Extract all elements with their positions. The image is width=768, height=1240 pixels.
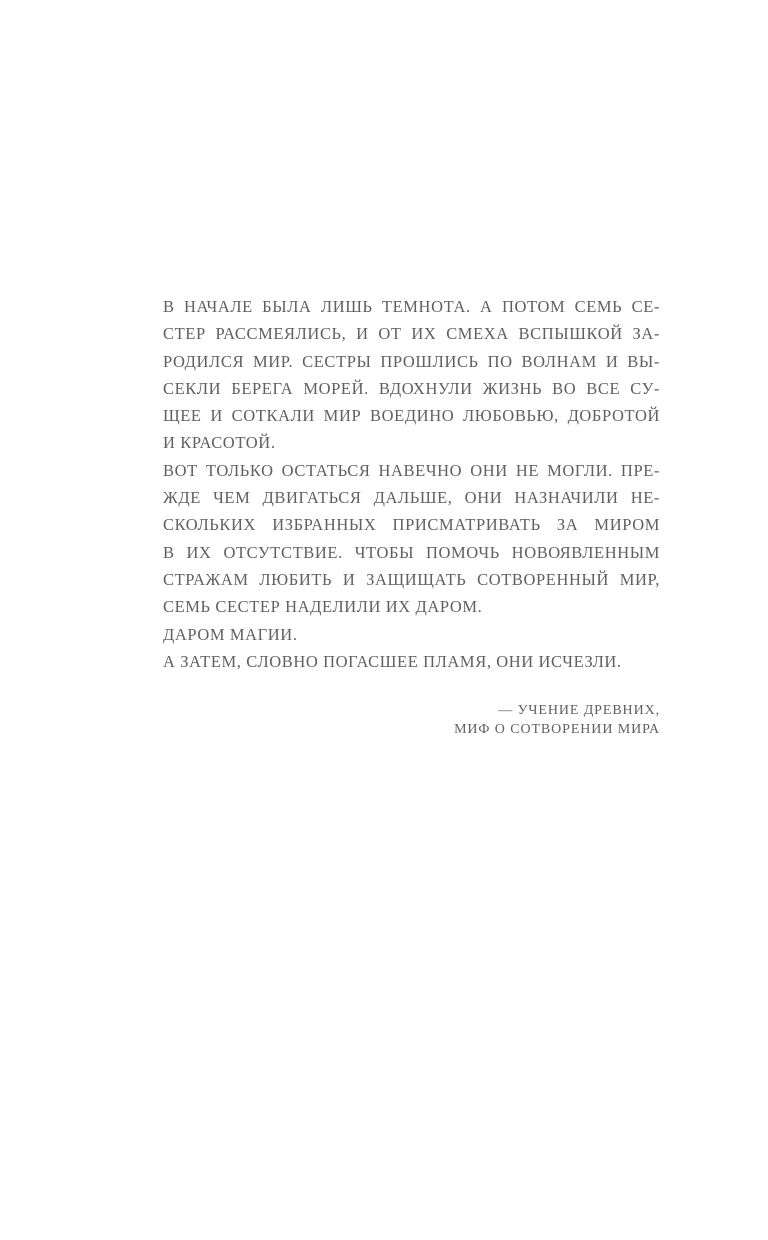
epigraph-paragraph xyxy=(163,293,660,457)
epigraph-line: В ИХ ОТСУТСТВИЕ. ЧТОБЫ ПОМОЧЬ НОВОЯВЛЕННЫМ xyxy=(163,542,660,562)
epigraph-text-block xyxy=(163,293,660,675)
epigraph-line: ВОТ ТОЛЬКО ОСТАТЬСЯ НАВЕЧНО ОНИ НЕ МОГЛИ. ПРЕ- xyxy=(163,460,660,480)
epigraph-line: ЖДЕ ЧЕМ ДВИГАТЬСЯ ДАЛЬШЕ, ОНИ НАЗНАЧИЛИ НЕ- xyxy=(163,488,660,508)
epigraph-paragraph xyxy=(163,457,660,621)
epigraph-line: СКОЛЬКИХ ИЗБРАННЫХ ПРИСМАТРИВАТЬ ЗА МИРОМ xyxy=(163,515,660,535)
epigraph-line: ДАРОМ МАГИИ. xyxy=(163,624,298,644)
epigraph-line: В НАЧАЛЕ БЫЛА ЛИШЬ ТЕМНОТА. А ПОТОМ СЕМЬ СЕ- xyxy=(163,297,660,316)
epigraph-line: СЕМЬ СЕСТЕР НАДЕЛИЛИ ИХ ДАРОМ. xyxy=(163,597,483,617)
attribution-source: — УЧЕНИЕ ДРЕВНИХ, xyxy=(498,703,660,719)
epigraph-paragraph xyxy=(163,648,660,675)
epigraph-line: СЕКЛИ БЕРЕГА МОРЕЙ. ВДОХНУЛИ ЖИЗНЬ ВО ВСЕ СУ- xyxy=(163,378,660,398)
epigraph-line: И КРАСОТОЙ. xyxy=(163,433,276,453)
epigraph-line: СТРАЖАМ ЛЮБИТЬ И ЗАЩИЩАТЬ СОТВОРЕННЫЙ МИР, xyxy=(163,569,660,589)
epigraph-paragraph xyxy=(163,621,660,648)
epigraph-attribution xyxy=(163,701,660,739)
epigraph-line: РОДИЛСЯ МИР. СЕСТРЫ ПРОШЛИСЬ ПО ВОЛНАМ И ВЫ- xyxy=(163,351,660,371)
epigraph-text-column xyxy=(163,293,660,739)
epigraph-line: А ЗАТЕМ, СЛОВНО ПОГАСШЕЕ ПЛАМЯ, ОНИ ИСЧЕЗЛИ. xyxy=(163,651,622,671)
epigraph-line: ЩЕЕ И СОТКАЛИ МИР ВОЕДИНО ЛЮБОВЬЮ, ДОБРОТОЙ xyxy=(163,406,660,426)
epigraph-line: СТЕР РАССМЕЯЛИСЬ, И ОТ ИХ СМЕХА ВСПЫШКОЙ ЗА- xyxy=(163,324,660,344)
attribution-work: МИФ О СОТВОРЕНИИ МИРА xyxy=(454,722,660,738)
